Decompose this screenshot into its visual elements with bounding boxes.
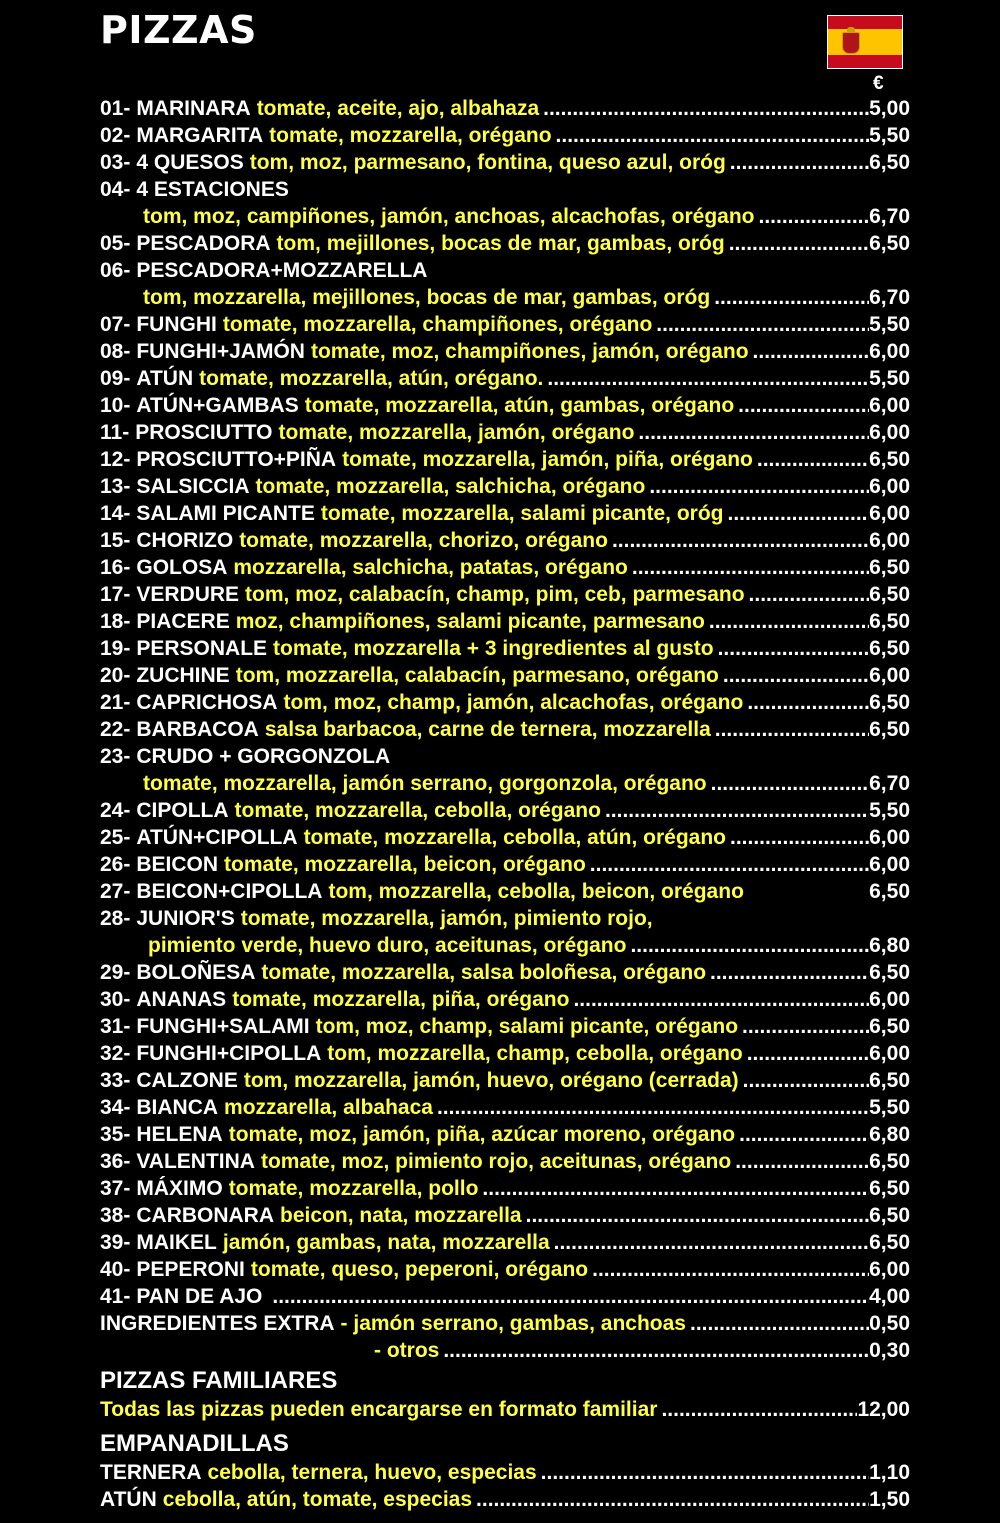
item-name: TERNERA (100, 1461, 202, 1484)
item-price: 6,50 (869, 1177, 910, 1200)
item-ingredients: tomate, aceite, ajo, albahaza (256, 97, 540, 120)
item-price: 6,00 (869, 475, 910, 498)
item-number: 33- (100, 1069, 131, 1092)
item-name: VALENTINA (136, 1150, 255, 1173)
item-ingredients: tomate, mozzarella, jamón, pimiento rojo, (240, 907, 653, 930)
item-ingredients: tomate, mozzarella, jamón serrano, gorgonzola, orégano (143, 772, 707, 795)
dot-leader (541, 1459, 869, 1486)
dot-leader (573, 986, 869, 1013)
item-ingredients: cebolla, ternera, huevo, especias (207, 1461, 537, 1484)
item-number: 29- (100, 961, 131, 984)
menu-item (100, 716, 910, 743)
dot-leader (690, 1310, 869, 1337)
menu-item (100, 1094, 910, 1121)
menu-item (100, 419, 910, 446)
item-ingredients: jamón, gambas, nata, mozzarella (222, 1231, 550, 1254)
item-price: 6,00 (869, 394, 910, 417)
dot-leader (590, 851, 869, 878)
menu-item-continuation (100, 932, 910, 959)
item-name: MARINARA (136, 97, 251, 120)
item-number: 15- (100, 529, 131, 552)
dot-leader (443, 1337, 869, 1364)
item-price: 6,50 (869, 448, 910, 471)
dot-leader (709, 608, 869, 635)
extra-ingredients-row (100, 1337, 910, 1364)
item-ingredients: tom, mozzarella, jamón, huevo, orégano (cerrada) (243, 1069, 739, 1092)
menu-item (100, 95, 910, 122)
item-number: 08- (100, 340, 131, 363)
item-number: 14- (100, 502, 131, 525)
menu-item (100, 635, 910, 662)
dot-leader (554, 1229, 869, 1256)
familiar-row (100, 1396, 910, 1423)
familiar-text: Todas las pizzas pueden encargarse en formato familiar (100, 1398, 658, 1421)
item-name: FUNGHI+JAMÓN (136, 340, 305, 363)
item-name: FUNGHI+CIPOLLA (136, 1042, 322, 1065)
item-name: BEICON+CIPOLLA (136, 880, 323, 903)
dot-leader (710, 959, 869, 986)
item-number: 39- (100, 1231, 131, 1254)
item-number: 11- (100, 421, 130, 444)
menu-item (100, 1148, 910, 1175)
extra-label: INGREDIENTES EXTRA (100, 1312, 335, 1335)
item-price: 6,50 (869, 880, 910, 903)
dot-leader (476, 1486, 869, 1513)
item-ingredients: tom, moz, champ, jamón, alcachofas, orégano (283, 691, 744, 714)
dot-leader (757, 446, 869, 473)
dot-leader (727, 500, 869, 527)
dot-leader (605, 797, 869, 824)
dot-leader (743, 1067, 869, 1094)
familiar-price: 12,00 (857, 1398, 910, 1421)
item-ingredients: tom, moz, champ, salami picante, orégano (315, 1015, 739, 1038)
menu-item (100, 1040, 910, 1067)
dot-leader (711, 770, 870, 797)
dot-leader (714, 284, 869, 311)
item-price: 6,80 (869, 934, 910, 957)
menu-item (100, 1175, 910, 1202)
dot-leader (749, 581, 870, 608)
item-number: 30- (100, 988, 131, 1011)
item-ingredients: tomate, mozzarella, salami picante, oróg (320, 502, 724, 525)
dot-leader (632, 554, 869, 581)
item-name: BIANCA (136, 1096, 219, 1119)
item-name: CALZONE (136, 1069, 238, 1092)
dot-leader (482, 1175, 869, 1202)
item-name: ZUCHINE (136, 664, 230, 687)
section-title-empanadillas: EMPANADILLAS (100, 1430, 289, 1457)
item-price: 5,50 (869, 1096, 910, 1119)
dot-leader (747, 689, 869, 716)
menu-item (100, 959, 910, 986)
menu-item (100, 554, 910, 581)
coat-of-arms-icon (842, 32, 860, 54)
item-ingredients: beicon, nata, mozzarella (280, 1204, 522, 1227)
item-price: 6,50 (869, 691, 910, 714)
menu-item (100, 797, 910, 824)
item-ingredients: tomate, mozzarella, jamón, piña, orégano (342, 448, 753, 471)
menu-item (100, 392, 910, 419)
section-title-familiares: PIZZAS FAMILIARES (100, 1367, 338, 1394)
item-price: 6,70 (869, 205, 910, 228)
item-price: 6,00 (869, 1258, 910, 1281)
item-number: 22- (100, 718, 131, 741)
item-price: 6,70 (869, 772, 910, 795)
item-number: 32- (100, 1042, 131, 1065)
item-price: 1,10 (869, 1461, 910, 1484)
dot-leader (592, 1256, 869, 1283)
dot-leader (638, 419, 869, 446)
item-ingredients: moz, champiñones, salami picante, parmesano (235, 610, 705, 633)
item-name: GOLOSA (136, 556, 228, 579)
item-price: 6,70 (869, 286, 910, 309)
menu-item (100, 878, 910, 905)
item-number: 34- (100, 1096, 131, 1119)
item-price: 6,50 (869, 1015, 910, 1038)
item-name: BARBACOA (136, 718, 259, 741)
item-number: 40- (100, 1258, 131, 1281)
dot-leader (753, 338, 870, 365)
pizza-menu-list (100, 95, 910, 1513)
item-name: SALSICCIA (136, 475, 250, 498)
item-ingredients: tom, mozzarella, mejillones, bocas de mar, gambas, oróg (143, 286, 711, 309)
item-name: FUNGHI (136, 313, 217, 336)
item-price: 6,50 (869, 1150, 910, 1173)
item-price: 6,50 (869, 232, 910, 255)
item-number: 01- (100, 97, 131, 120)
item-ingredients: tom, moz, calabacín, champ, pim, ceb, parmesano (245, 583, 745, 606)
item-price: 6,00 (869, 529, 910, 552)
item-number: 20- (100, 664, 131, 687)
item-price: 6,00 (869, 502, 910, 525)
item-name: VERDURE (136, 583, 240, 606)
item-ingredients: tomate, mozzarella, cebolla, atún, orégano (303, 826, 726, 849)
item-ingredients: tomate, mozzarella, cebolla, orégano (234, 799, 601, 822)
item-name: PEPERONI (136, 1258, 245, 1281)
extra-ingredients-row (100, 1310, 910, 1337)
item-name: ATÚN+CIPOLLA (136, 826, 298, 849)
item-number: 07- (100, 313, 131, 336)
item-number: 06- (100, 259, 131, 282)
item-price: 6,00 (869, 988, 910, 1011)
item-number: 12- (100, 448, 131, 471)
menu-item (100, 1202, 910, 1229)
item-name: 4 ESTACIONES (136, 178, 289, 201)
item-number: 31- (100, 1015, 131, 1038)
item-name: PESCADORA+MOZZARELLA (136, 259, 428, 282)
item-ingredients: tom, mozzarella, cebolla, beicon, orégano (328, 880, 744, 903)
extra-price: 0,30 (869, 1339, 910, 1362)
dot-leader (738, 392, 869, 419)
menu-item (100, 689, 910, 716)
menu-item-continuation (100, 203, 910, 230)
item-price: 6,50 (869, 637, 910, 660)
item-price: 5,50 (869, 367, 910, 390)
menu-item (100, 851, 910, 878)
item-name: PIACERE (136, 610, 230, 633)
item-ingredients: tomate, moz, champiñones, jamón, orégano (310, 340, 749, 363)
menu-item (100, 122, 910, 149)
item-price: 5,50 (869, 124, 910, 147)
item-number: 38- (100, 1204, 131, 1227)
item-name: BOLOÑESA (136, 961, 256, 984)
item-number: 41- (100, 1285, 131, 1308)
dot-leader (730, 824, 869, 851)
item-price: 6,00 (869, 421, 910, 444)
item-name: PERSONALE (136, 637, 268, 660)
item-ingredients: tomate, mozzarella, salchicha, orégano (255, 475, 646, 498)
item-price: 5,50 (869, 313, 910, 336)
item-price: 5,00 (869, 97, 910, 120)
menu-item (100, 527, 910, 554)
item-price: 6,00 (869, 1042, 910, 1065)
menu-item (100, 338, 910, 365)
item-ingredients: tomate, mozzarella, beicon, orégano (224, 853, 586, 876)
item-price: 6,50 (869, 961, 910, 984)
item-ingredients: tomate, mozzarella, atún, orégano. (199, 367, 544, 390)
item-price: 6,50 (869, 556, 910, 579)
menu-item (100, 608, 910, 635)
item-name: ATÚN+GAMBAS (136, 394, 299, 417)
item-number: 35- (100, 1123, 131, 1146)
menu-item (100, 581, 910, 608)
item-price: 6,80 (869, 1123, 910, 1146)
menu-item (100, 662, 910, 689)
dot-leader (735, 1148, 869, 1175)
menu-item (100, 257, 910, 284)
item-name: ATÚN (136, 367, 194, 390)
item-price: 6,50 (869, 583, 910, 606)
dot-leader (272, 1283, 869, 1310)
menu-item (100, 365, 910, 392)
dot-leader (718, 635, 870, 662)
menu-item (100, 311, 910, 338)
menu-item (100, 1067, 910, 1094)
item-ingredients: tomate, mozzarella, jamón, orégano (278, 421, 635, 444)
menu-item (100, 1229, 910, 1256)
dot-leader (747, 1040, 869, 1067)
item-number: 13- (100, 475, 131, 498)
menu-item (100, 500, 910, 527)
dot-leader (742, 1013, 869, 1040)
item-price: 5,50 (869, 799, 910, 822)
item-price: 6,50 (869, 1231, 910, 1254)
dot-leader (739, 1121, 869, 1148)
item-number: 37- (100, 1177, 131, 1200)
item-name: ATÚN (100, 1488, 157, 1511)
item-ingredients: tomate, mozzarella, pollo (228, 1177, 479, 1200)
dot-leader (661, 1396, 857, 1423)
item-price: 6,00 (869, 853, 910, 876)
item-number: 10- (100, 394, 131, 417)
item-name: PESCADORA (136, 232, 271, 255)
item-name: MAIKEL (136, 1231, 217, 1254)
item-ingredients: tomate, queso, peperoni, orégano (250, 1258, 589, 1281)
item-number: 27- (100, 880, 131, 903)
dot-leader (547, 365, 869, 392)
empanadilla-row (100, 1486, 910, 1513)
item-number: 02- (100, 124, 131, 147)
item-name: HELENA (136, 1123, 223, 1146)
dot-leader (437, 1094, 869, 1121)
item-number: 23- (100, 745, 131, 768)
item-price: 6,50 (869, 718, 910, 741)
menu-item (100, 743, 910, 770)
menu-item (100, 473, 910, 500)
item-price: 6,50 (869, 151, 910, 174)
item-price: 6,00 (869, 664, 910, 687)
item-number: 03- (100, 151, 131, 174)
item-name: SALAMI PICANTE (136, 502, 315, 525)
extra-price: 0,50 (869, 1312, 910, 1335)
item-number: 36- (100, 1150, 131, 1173)
dot-leader (556, 122, 870, 149)
dot-leader (543, 95, 869, 122)
item-ingredients: tomate, mozzarella, salsa boloñesa, orégano (261, 961, 707, 984)
menu-item (100, 905, 910, 932)
dot-leader (723, 662, 869, 689)
dot-leader (649, 473, 869, 500)
item-number: 25- (100, 826, 131, 849)
item-name: CRUDO + GORGONZOLA (136, 745, 391, 768)
menu-item (100, 824, 910, 851)
item-price: 6,00 (869, 826, 910, 849)
dot-leader (729, 230, 869, 257)
item-number: 28- (100, 907, 131, 930)
item-name: MARGARITA (136, 124, 264, 147)
item-price: 6,50 (869, 1069, 910, 1092)
extra-list: - otros (374, 1339, 440, 1362)
item-name: CHORIZO (136, 529, 234, 552)
item-ingredients: tomate, mozzarella, orégano (269, 124, 552, 147)
menu-item (100, 1013, 910, 1040)
dot-leader (715, 716, 869, 743)
item-name: PROSCIUTTO (135, 421, 273, 444)
item-price: 4,00 (869, 1285, 910, 1308)
item-price: 6,50 (869, 1204, 910, 1227)
item-name: CARBONARA (136, 1204, 275, 1227)
item-name: CIPOLLA (136, 799, 229, 822)
item-ingredients: tomate, mozzarella, champiñones, orégano (222, 313, 653, 336)
item-number: 21- (100, 691, 131, 714)
dot-leader (730, 149, 869, 176)
dot-leader (656, 311, 869, 338)
item-ingredients: tomate, moz, jamón, piña, azúcar moreno, orégano (228, 1123, 736, 1146)
item-number: 05- (100, 232, 131, 255)
item-name: BEICON (136, 853, 219, 876)
item-name: FUNGHI+SALAMI (136, 1015, 310, 1038)
item-number: 16- (100, 556, 131, 579)
menu-item-continuation (100, 284, 910, 311)
item-ingredients: tomate, mozzarella, atún, gambas, orégano (304, 394, 735, 417)
item-name: 4 QUESOS (136, 151, 244, 174)
item-ingredients: tomate, moz, pimiento rojo, aceitunas, orégano (260, 1150, 732, 1173)
item-ingredients: tom, moz, campiñones, jamón, anchoas, alcachofas, orégano (143, 205, 755, 228)
empanadilla-row (100, 1459, 910, 1486)
item-price: 6,50 (869, 610, 910, 633)
dot-leader (526, 1202, 870, 1229)
menu-item (100, 1121, 910, 1148)
item-ingredients: salsa barbacoa, carne de ternera, mozzarella (264, 718, 711, 741)
item-price: 1,50 (869, 1488, 910, 1511)
item-ingredients: tom, moz, parmesano, fontina, queso azul, oróg (249, 151, 726, 174)
item-name: JUNIOR'S (136, 907, 235, 930)
menu-item-continuation (100, 770, 910, 797)
item-name: PAN DE AJO (136, 1285, 263, 1308)
page-title: PIZZAS (100, 8, 257, 52)
item-number: 24- (100, 799, 131, 822)
dot-leader (630, 932, 869, 959)
menu-item (100, 176, 910, 203)
menu-item (100, 1256, 910, 1283)
item-price: 6,00 (869, 340, 910, 363)
currency-symbol: € (873, 73, 884, 94)
menu-item (100, 986, 910, 1013)
spain-flag-icon (827, 15, 903, 69)
extra-list: - jamón serrano, gambas, anchoas (340, 1312, 686, 1335)
item-ingredients: cebolla, atún, tomate, especias (162, 1488, 473, 1511)
item-ingredients: tom, mozzarella, champ, cebolla, orégano (327, 1042, 743, 1065)
item-number: 17- (100, 583, 131, 606)
item-number: 19- (100, 637, 131, 660)
item-name: ANANAS (136, 988, 227, 1011)
item-number: 09- (100, 367, 131, 390)
menu-item (100, 1283, 910, 1310)
menu-item (100, 230, 910, 257)
item-ingredients: pimiento verde, huevo duro, aceitunas, orégano (148, 934, 627, 957)
item-ingredients: tomate, mozzarella + 3 ingredientes al gusto (273, 637, 714, 660)
dot-leader (758, 203, 869, 230)
item-number: 18- (100, 610, 131, 633)
item-ingredients: tomate, mozzarella, piña, orégano (232, 988, 570, 1011)
item-ingredients: mozzarella, salchicha, patatas, orégano (233, 556, 628, 579)
item-name: MÁXIMO (136, 1177, 223, 1200)
item-ingredients: tom, mozzarella, calabacín, parmesano, orégano (235, 664, 719, 687)
menu-item (100, 149, 910, 176)
menu-item (100, 446, 910, 473)
item-number: 26- (100, 853, 131, 876)
item-number: 04- (100, 178, 131, 201)
item-name: PROSCIUTTO+PIÑA (136, 448, 337, 471)
item-ingredients: tomate, mozzarella, chorizo, orégano (239, 529, 608, 552)
item-name: CAPRICHOSA (136, 691, 278, 714)
dot-leader (612, 527, 869, 554)
item-ingredients: mozzarella, albahaca (224, 1096, 433, 1119)
item-ingredients: tom, mejillones, bocas de mar, gambas, oróg (276, 232, 725, 255)
